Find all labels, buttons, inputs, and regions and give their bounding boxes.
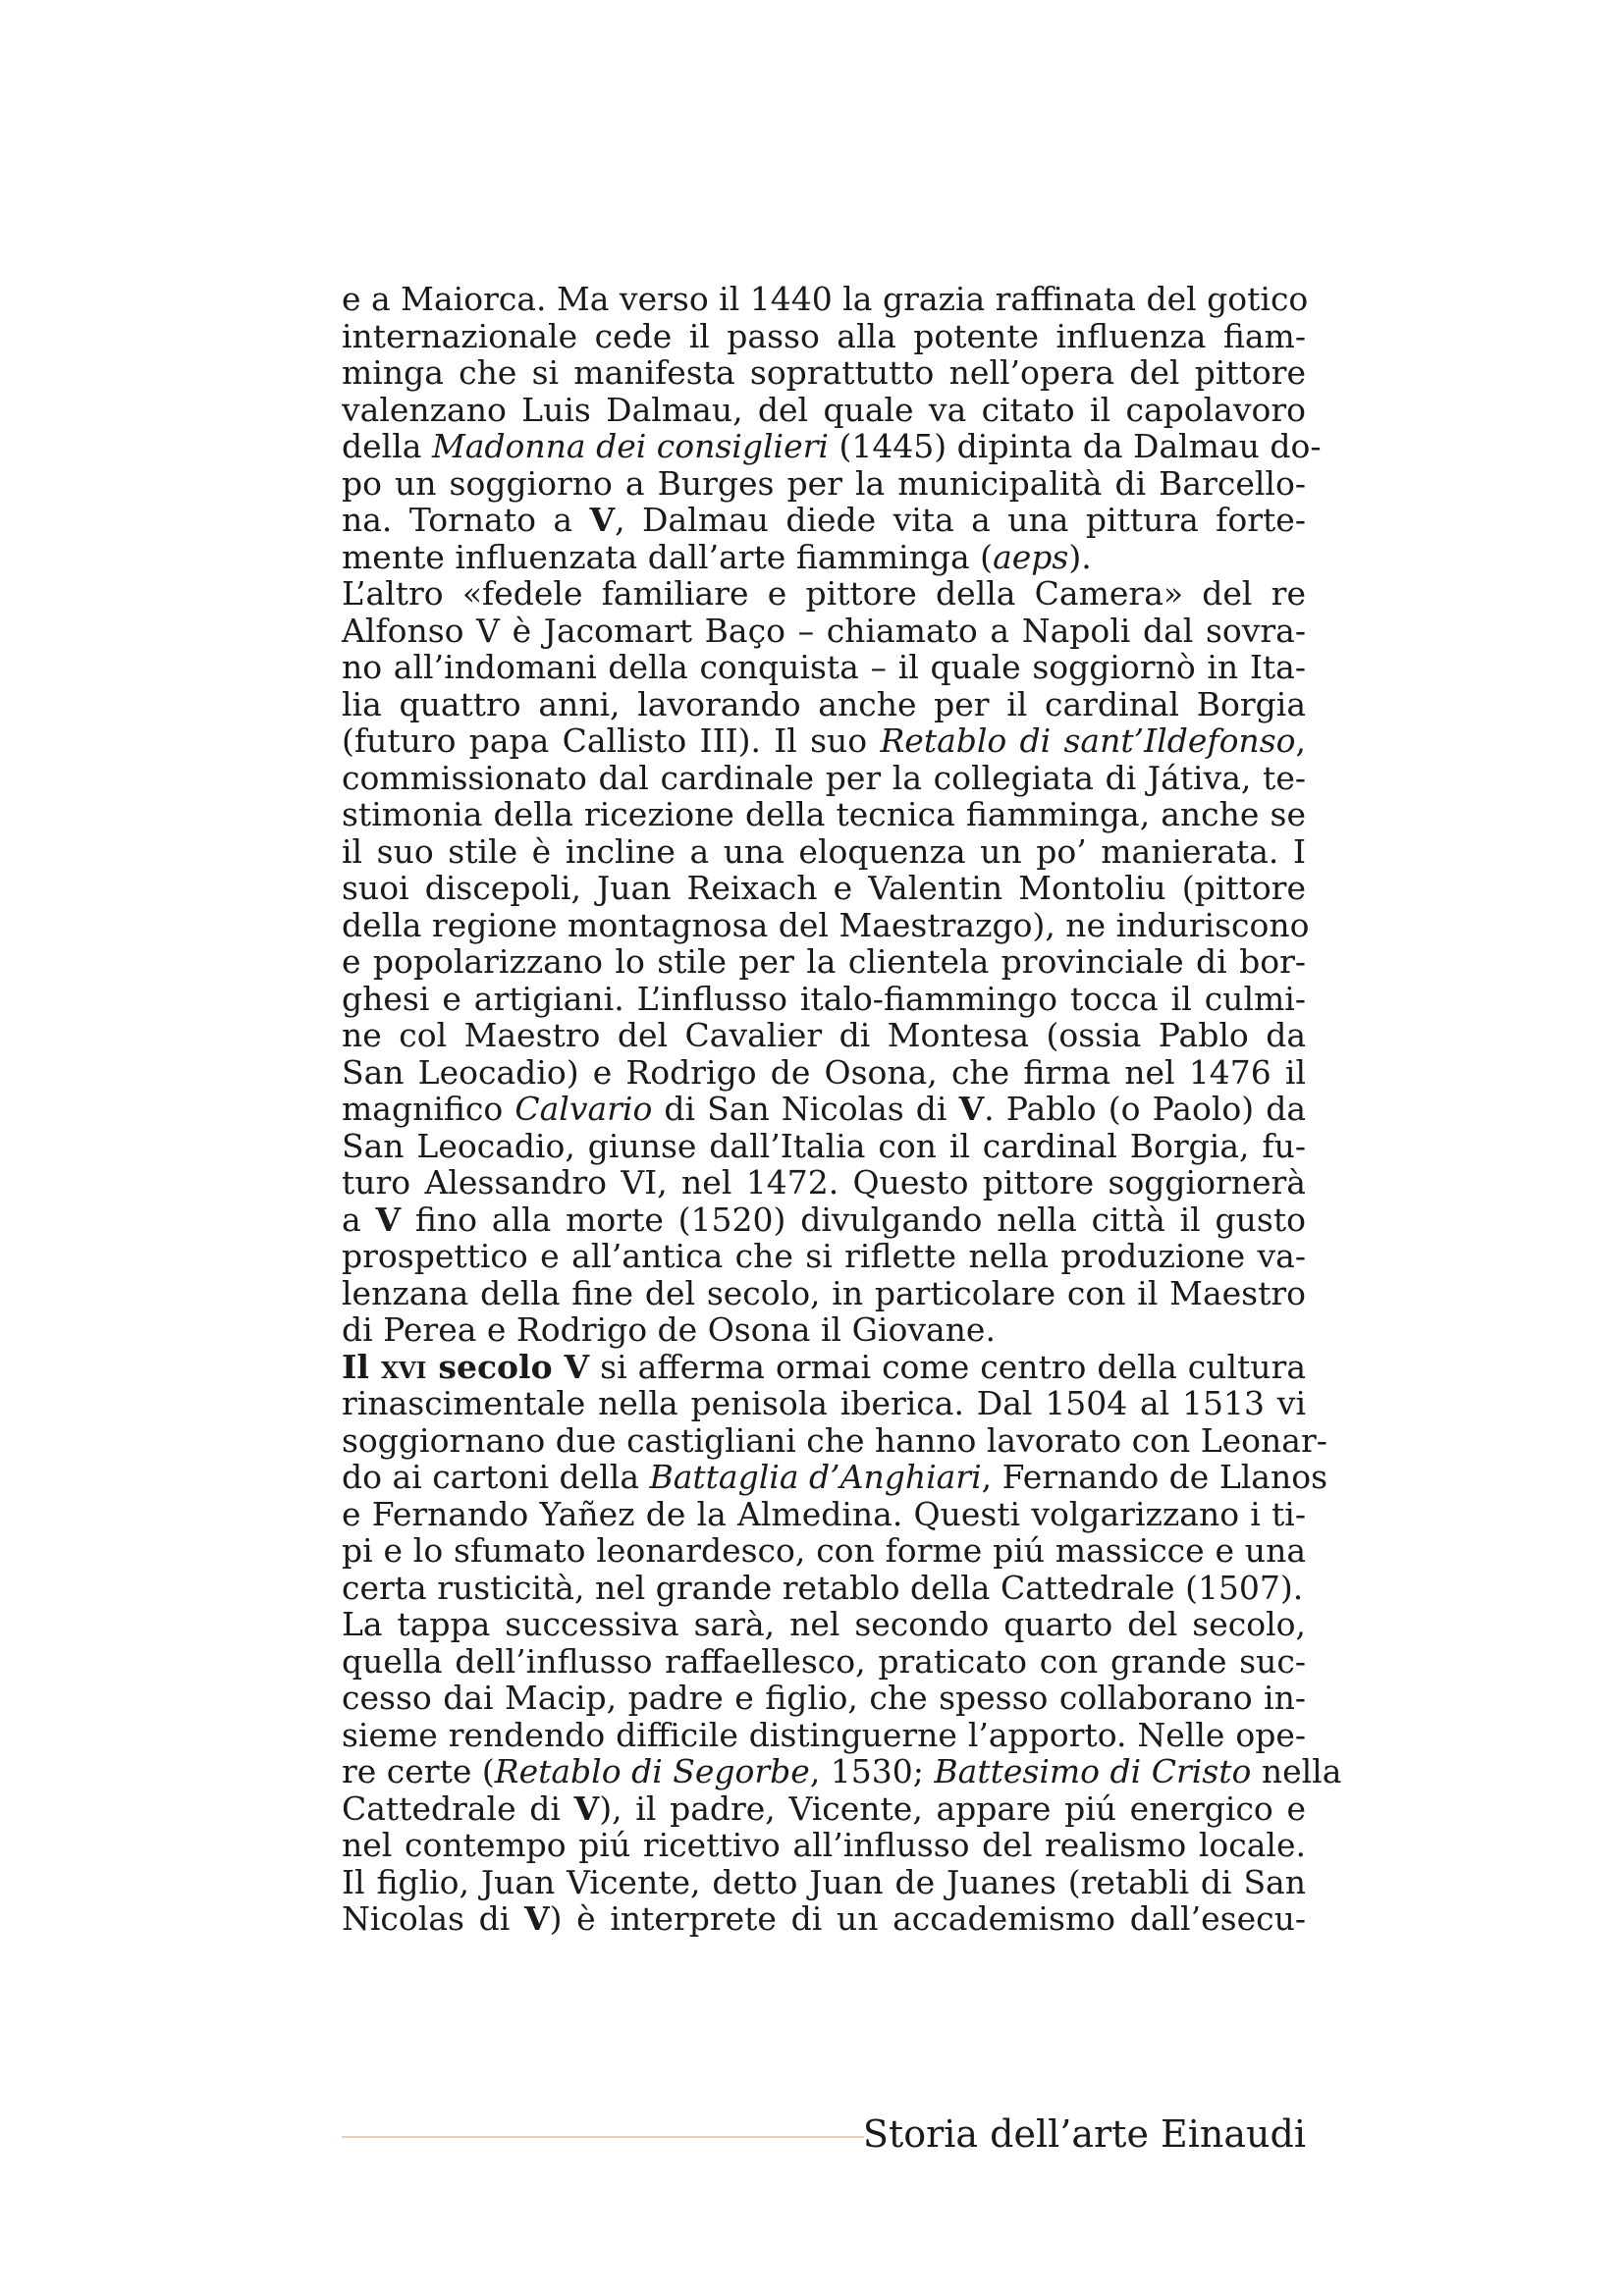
text-run: rinascimentale nella penisola iberica. Dal 1504 al 1513 vi — [342, 1384, 1306, 1422]
text-run: lenzana della fine del secolo, in particolare con il Maestro — [342, 1273, 1306, 1312]
text-line — [342, 1680, 1306, 1717]
bold-term: V — [573, 1789, 600, 1828]
text-line — [342, 1349, 1306, 1386]
text-run: magnifico — [342, 1090, 515, 1128]
text-line — [342, 1201, 1306, 1239]
text-run: commissionato dal cardinale per la collegiata di Játiva, te- — [342, 758, 1306, 797]
text-line — [342, 1128, 1306, 1165]
text-line — [342, 981, 1306, 1018]
text-run: ), il padre, Vicente, appare piú energico e — [599, 1789, 1306, 1828]
text-line — [342, 1900, 1306, 1938]
text-line — [342, 280, 1309, 318]
text-run: Il figlio, Juan Vicente, detto Juan de Juanes (retabli di San — [342, 1862, 1306, 1901]
text-line — [342, 539, 1306, 576]
text-line — [342, 1827, 1306, 1864]
text-line — [342, 1164, 1306, 1201]
text-run: na. Tornato a — [342, 501, 590, 539]
body-text — [342, 280, 1342, 1938]
text-run: mente influenzata dall’arte fiamminga ( — [342, 537, 994, 576]
bold-term: V — [375, 1200, 402, 1239]
text-line — [342, 502, 1306, 539]
text-line — [342, 318, 1306, 355]
text-run: prospettico e all’antica che si riflette nella produzione va- — [342, 1237, 1306, 1275]
text-line — [342, 1311, 1306, 1349]
text-line — [342, 1717, 1306, 1754]
text-run: San Leocadio) e Rodrigo de Osona, che firma nel 1476 il — [342, 1052, 1306, 1092]
text-line — [342, 796, 1306, 833]
bold-term: V — [958, 1090, 985, 1128]
text-run: Nicolas di — [342, 1899, 524, 1938]
text-line — [342, 943, 1306, 981]
text-run: di San Nicolas di — [652, 1090, 959, 1128]
text-run: e a Maiorca. Ma verso il 1440 la grazia raffinata del gotico — [342, 280, 1309, 318]
text-run: L’altro «fedele familiare e pittore della Camera» del re — [342, 574, 1306, 613]
text-run: no all’indomani della conquista – il quale soggiornò in Ita- — [342, 648, 1306, 686]
text-line — [342, 686, 1306, 723]
text-run: valenzano Luis Dalmau, del quale va citato il capolavoro — [342, 390, 1306, 429]
bold-term: V — [523, 1899, 550, 1938]
text-run: nel contempo piú ricettivo all’influsso del realismo locale. — [342, 1826, 1306, 1864]
text-line — [342, 613, 1306, 650]
italic-title: Retablo di sant’Ildefonso — [880, 721, 1296, 760]
bold-term: V — [589, 501, 616, 539]
text-line — [342, 1458, 1328, 1496]
italic-title: Retablo di Segorbe — [494, 1752, 810, 1790]
text-run: , Fernando de Llanos — [981, 1458, 1328, 1496]
text-line — [342, 1790, 1306, 1828]
text-run: San Leocadio, giunse dall’Italia con il cardinal Borgia, fu- — [342, 1126, 1306, 1165]
text-run: e popolarizzano lo stile per la clientela provinciale di bor- — [342, 942, 1306, 981]
italic-title: Battesimo di Cristo — [934, 1752, 1252, 1790]
text-run: lia quattro anni, lavorando anche per il cardinal Borgia — [342, 684, 1306, 723]
text-line — [342, 649, 1306, 686]
text-line — [342, 1496, 1306, 1533]
text-run: soggiornano due castigliani che hanno lavorato con Leonar- — [342, 1420, 1327, 1460]
text-run: e Fernando Yañez de la Almedina. Questi volgarizzano i ti- — [342, 1494, 1306, 1533]
text-run: , — [1295, 721, 1306, 760]
text-line — [342, 833, 1306, 871]
text-line — [342, 760, 1306, 797]
footer-rule — [342, 2136, 864, 2138]
text-line — [342, 1643, 1306, 1681]
text-run: (1445) dipinta da Dalmau do- — [828, 427, 1322, 465]
text-line — [342, 1420, 1327, 1460]
text-run: certa rusticità, nel grande retablo della Cattedrale (1507). — [342, 1568, 1304, 1607]
text-line — [342, 1864, 1306, 1901]
text-run: cesso dai Macip, padre e figlio, che spesso collaborano in- — [342, 1679, 1306, 1717]
text-run: della regione montagnosa del Maestrazgo), ne induriscono — [342, 905, 1310, 944]
text-run: po un soggiorno a Burges per la municipalità di Barcello- — [342, 463, 1306, 503]
text-run: quella dell’influsso raffaellesco, praticato con grande suc- — [342, 1641, 1306, 1681]
text-line — [342, 1275, 1306, 1312]
text-run: Alfonso V è Jacomart Baço – chiamato a Napoli dal sovra- — [342, 611, 1306, 650]
text-line — [342, 1570, 1306, 1607]
text-run: Cattedrale di — [342, 1789, 574, 1828]
text-run: fino alla morte (1520) divulgando nella città il gusto — [401, 1200, 1306, 1239]
text-run: , Dalmau diede vita a una pittura forte- — [615, 501, 1306, 539]
bold-term: Il — [342, 1347, 381, 1386]
text-run: do ai cartoni della — [342, 1458, 650, 1496]
italic-title: Battaglia d’Anghiari — [649, 1458, 982, 1496]
text-run: di Perea e Rodrigo de Osona il Giovane. — [342, 1310, 996, 1349]
text-run: (futuro papa Callisto III). Il suo — [342, 721, 881, 760]
text-run: a — [342, 1200, 376, 1239]
text-run: ne col Maestro del Cavalier di Montesa (ossia Pablo da — [342, 1016, 1306, 1054]
text-line — [342, 905, 1310, 944]
text-line — [342, 1532, 1306, 1570]
text-run: ghesi e artigiani. L’influsso italo-fiammingo tocca il culmi- — [342, 979, 1306, 1018]
text-line — [342, 354, 1306, 392]
text-line — [342, 465, 1306, 503]
text-run: stimonia della ricezione della tecnica fiamminga, anche se — [342, 795, 1306, 833]
text-line — [342, 1606, 1306, 1643]
text-run: . Pablo (o Paolo) da — [984, 1090, 1307, 1128]
text-run: ) è interprete di un accademismo dall’esecu- — [549, 1899, 1306, 1938]
italic-title: aeps — [993, 537, 1069, 576]
text-run: si afferma ormai come centro della cultura — [589, 1347, 1307, 1386]
text-line — [342, 1054, 1306, 1092]
text-line — [342, 1017, 1306, 1054]
text-run: della — [342, 427, 432, 465]
text-run: suoi discepoli, Juan Reixach e Valentin Montoliu (pittore — [342, 869, 1306, 907]
text-run: re certe ( — [342, 1752, 495, 1790]
text-run: il suo stile è incline a una eloquenza un po’ manierata. I — [342, 831, 1306, 871]
text-line — [342, 427, 1322, 465]
text-line — [342, 392, 1306, 429]
text-run: minga che si manifesta soprattutto nell’opera del pittore — [342, 353, 1306, 392]
italic-title: Madonna dei consiglieri — [431, 427, 829, 465]
text-run: internazionale cede il passo alla potente influenza fiam- — [342, 316, 1306, 355]
text-run: sieme rendendo difficile distinguerne l’apporto. Nelle ope- — [342, 1715, 1306, 1754]
footer-title: Storia dell’arte Einaudi — [862, 2112, 1306, 2156]
text-run: La tappa successiva sarà, nel secondo quarto del secolo, — [342, 1605, 1306, 1643]
text-run: , 1530; — [809, 1752, 935, 1790]
text-line — [342, 1091, 1306, 1128]
text-line — [342, 575, 1306, 613]
small-caps-term: xvi — [380, 1347, 427, 1386]
text-line — [342, 1385, 1306, 1422]
bold-term: secolo V — [426, 1347, 590, 1386]
text-run: pi e lo sfumato leonardesco, con forme piú massicce e una — [342, 1531, 1306, 1570]
text-line — [342, 1752, 1342, 1790]
text-run: nella — [1251, 1752, 1342, 1790]
text-run: ). — [1068, 537, 1092, 576]
text-line — [342, 870, 1306, 907]
text-line — [342, 722, 1306, 760]
italic-title: Calvario — [514, 1090, 653, 1128]
text-run: turo Alessandro VI, nel 1472. Questo pittore soggiornerà — [342, 1163, 1306, 1201]
text-line — [342, 1238, 1306, 1275]
